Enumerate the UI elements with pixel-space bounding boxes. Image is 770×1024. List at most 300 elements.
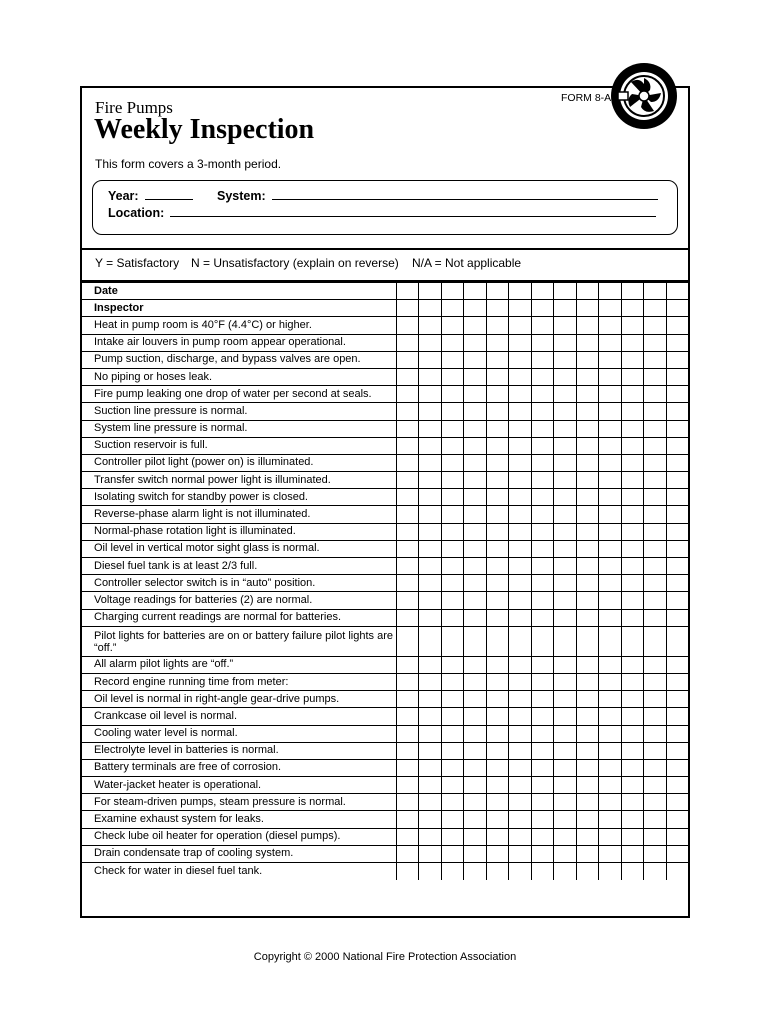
check-cell[interactable] — [486, 759, 509, 776]
check-cell[interactable] — [599, 506, 622, 523]
check-cell[interactable] — [486, 334, 509, 351]
check-cell[interactable] — [621, 828, 644, 845]
check-cell[interactable] — [531, 317, 554, 334]
check-cell[interactable] — [599, 489, 622, 506]
check-cell[interactable] — [599, 725, 622, 742]
check-cell[interactable] — [554, 454, 577, 471]
check-cell[interactable] — [464, 811, 487, 828]
check-cell[interactable] — [464, 673, 487, 690]
check-cell[interactable] — [509, 300, 532, 317]
check-cell[interactable] — [531, 558, 554, 575]
check-cell[interactable] — [621, 558, 644, 575]
check-cell[interactable] — [599, 472, 622, 489]
check-cell[interactable] — [554, 609, 577, 626]
check-cell[interactable] — [666, 558, 689, 575]
check-cell[interactable] — [644, 845, 667, 862]
check-cell[interactable] — [576, 845, 599, 862]
check-cell[interactable] — [576, 454, 599, 471]
check-cell[interactable] — [509, 592, 532, 609]
check-cell[interactable] — [396, 759, 419, 776]
system-field[interactable] — [217, 189, 658, 203]
check-cell[interactable] — [621, 708, 644, 725]
check-cell[interactable] — [464, 506, 487, 523]
location-blank[interactable] — [170, 215, 656, 217]
check-cell[interactable] — [576, 506, 599, 523]
check-cell[interactable] — [644, 558, 667, 575]
check-cell[interactable] — [621, 759, 644, 776]
check-cell[interactable] — [419, 506, 442, 523]
check-cell[interactable] — [486, 368, 509, 385]
check-cell[interactable] — [576, 437, 599, 454]
check-cell[interactable] — [509, 811, 532, 828]
check-cell[interactable] — [464, 609, 487, 626]
check-cell[interactable] — [531, 351, 554, 368]
check-cell[interactable] — [441, 691, 464, 708]
check-cell[interactable] — [531, 454, 554, 471]
check-cell[interactable] — [576, 708, 599, 725]
check-cell[interactable] — [441, 489, 464, 506]
check-cell[interactable] — [576, 368, 599, 385]
check-cell[interactable] — [486, 506, 509, 523]
check-cell[interactable] — [419, 558, 442, 575]
check-cell[interactable] — [509, 403, 532, 420]
check-cell[interactable] — [531, 863, 554, 880]
check-cell[interactable] — [644, 673, 667, 690]
check-cell[interactable] — [666, 437, 689, 454]
check-cell[interactable] — [464, 777, 487, 794]
check-cell[interactable] — [396, 300, 419, 317]
check-cell[interactable] — [509, 626, 532, 656]
check-cell[interactable] — [486, 283, 509, 300]
year-blank[interactable] — [145, 198, 193, 200]
check-cell[interactable] — [554, 794, 577, 811]
check-cell[interactable] — [396, 317, 419, 334]
check-cell[interactable] — [666, 523, 689, 540]
check-cell[interactable] — [396, 472, 419, 489]
check-cell[interactable] — [509, 420, 532, 437]
check-cell[interactable] — [621, 811, 644, 828]
check-cell[interactable] — [599, 742, 622, 759]
check-cell[interactable] — [441, 742, 464, 759]
check-cell[interactable] — [419, 656, 442, 673]
check-cell[interactable] — [531, 759, 554, 776]
check-cell[interactable] — [554, 742, 577, 759]
check-cell[interactable] — [621, 454, 644, 471]
check-cell[interactable] — [509, 828, 532, 845]
check-cell[interactable] — [531, 300, 554, 317]
check-cell[interactable] — [419, 742, 442, 759]
check-cell[interactable] — [599, 283, 622, 300]
check-cell[interactable] — [554, 317, 577, 334]
check-cell[interactable] — [509, 725, 532, 742]
check-cell[interactable] — [531, 725, 554, 742]
check-cell[interactable] — [576, 558, 599, 575]
check-cell[interactable] — [666, 540, 689, 557]
check-cell[interactable] — [599, 691, 622, 708]
check-cell[interactable] — [644, 828, 667, 845]
check-cell[interactable] — [419, 386, 442, 403]
check-cell[interactable] — [396, 673, 419, 690]
check-cell[interactable] — [666, 725, 689, 742]
check-cell[interactable] — [621, 540, 644, 557]
check-cell[interactable] — [441, 575, 464, 592]
check-cell[interactable] — [599, 592, 622, 609]
year-field[interactable] — [108, 189, 193, 203]
check-cell[interactable] — [531, 673, 554, 690]
check-cell[interactable] — [576, 386, 599, 403]
check-cell[interactable] — [599, 575, 622, 592]
system-blank[interactable] — [272, 198, 658, 200]
check-cell[interactable] — [486, 403, 509, 420]
check-cell[interactable] — [464, 656, 487, 673]
check-cell[interactable] — [621, 334, 644, 351]
check-cell[interactable] — [621, 368, 644, 385]
check-cell[interactable] — [441, 708, 464, 725]
check-cell[interactable] — [396, 794, 419, 811]
check-cell[interactable] — [531, 540, 554, 557]
check-cell[interactable] — [464, 626, 487, 656]
check-cell[interactable] — [396, 725, 419, 742]
check-cell[interactable] — [599, 845, 622, 862]
check-cell[interactable] — [554, 811, 577, 828]
check-cell[interactable] — [396, 863, 419, 880]
check-cell[interactable] — [644, 592, 667, 609]
check-cell[interactable] — [464, 454, 487, 471]
check-cell[interactable] — [554, 759, 577, 776]
check-cell[interactable] — [419, 575, 442, 592]
check-cell[interactable] — [531, 420, 554, 437]
check-cell[interactable] — [509, 794, 532, 811]
check-cell[interactable] — [486, 656, 509, 673]
check-cell[interactable] — [644, 656, 667, 673]
check-cell[interactable] — [666, 592, 689, 609]
check-cell[interactable] — [396, 845, 419, 862]
check-cell[interactable] — [599, 368, 622, 385]
check-cell[interactable] — [576, 626, 599, 656]
check-cell[interactable] — [509, 845, 532, 862]
check-cell[interactable] — [464, 472, 487, 489]
check-cell[interactable] — [576, 656, 599, 673]
check-cell[interactable] — [486, 828, 509, 845]
check-cell[interactable] — [464, 283, 487, 300]
check-cell[interactable] — [419, 609, 442, 626]
check-cell[interactable] — [644, 759, 667, 776]
check-cell[interactable] — [464, 708, 487, 725]
check-cell[interactable] — [396, 708, 419, 725]
check-cell[interactable] — [644, 489, 667, 506]
check-cell[interactable] — [419, 708, 442, 725]
check-cell[interactable] — [644, 777, 667, 794]
check-cell[interactable] — [396, 489, 419, 506]
check-cell[interactable] — [419, 300, 442, 317]
check-cell[interactable] — [666, 759, 689, 776]
check-cell[interactable] — [419, 725, 442, 742]
check-cell[interactable] — [509, 368, 532, 385]
check-cell[interactable] — [441, 300, 464, 317]
check-cell[interactable] — [441, 609, 464, 626]
check-cell[interactable] — [441, 656, 464, 673]
check-cell[interactable] — [441, 828, 464, 845]
check-cell[interactable] — [576, 283, 599, 300]
check-cell[interactable] — [396, 811, 419, 828]
check-cell[interactable] — [599, 759, 622, 776]
check-cell[interactable] — [531, 777, 554, 794]
check-cell[interactable] — [396, 523, 419, 540]
check-cell[interactable] — [576, 691, 599, 708]
check-cell[interactable] — [666, 656, 689, 673]
check-cell[interactable] — [396, 351, 419, 368]
check-cell[interactable] — [486, 863, 509, 880]
check-cell[interactable] — [509, 506, 532, 523]
check-cell[interactable] — [666, 626, 689, 656]
check-cell[interactable] — [621, 437, 644, 454]
check-cell[interactable] — [666, 420, 689, 437]
check-cell[interactable] — [464, 558, 487, 575]
check-cell[interactable] — [554, 283, 577, 300]
check-cell[interactable] — [419, 403, 442, 420]
check-cell[interactable] — [576, 725, 599, 742]
check-cell[interactable] — [509, 317, 532, 334]
check-cell[interactable] — [441, 558, 464, 575]
check-cell[interactable] — [599, 656, 622, 673]
check-cell[interactable] — [576, 540, 599, 557]
check-cell[interactable] — [644, 300, 667, 317]
check-cell[interactable] — [576, 575, 599, 592]
check-cell[interactable] — [509, 777, 532, 794]
check-cell[interactable] — [576, 777, 599, 794]
check-cell[interactable] — [531, 403, 554, 420]
check-cell[interactable] — [554, 626, 577, 656]
check-cell[interactable] — [554, 828, 577, 845]
check-cell[interactable] — [644, 725, 667, 742]
check-cell[interactable] — [554, 558, 577, 575]
check-cell[interactable] — [509, 489, 532, 506]
location-field[interactable] — [108, 206, 656, 220]
check-cell[interactable] — [464, 759, 487, 776]
check-cell[interactable] — [599, 454, 622, 471]
check-cell[interactable] — [441, 725, 464, 742]
check-cell[interactable] — [509, 472, 532, 489]
check-cell[interactable] — [441, 454, 464, 471]
check-cell[interactable] — [531, 523, 554, 540]
check-cell[interactable] — [531, 656, 554, 673]
check-cell[interactable] — [621, 725, 644, 742]
check-cell[interactable] — [644, 609, 667, 626]
check-cell[interactable] — [486, 300, 509, 317]
check-cell[interactable] — [486, 845, 509, 862]
check-cell[interactable] — [441, 317, 464, 334]
check-cell[interactable] — [599, 420, 622, 437]
check-cell[interactable] — [464, 863, 487, 880]
check-cell[interactable] — [554, 673, 577, 690]
check-cell[interactable] — [464, 845, 487, 862]
check-cell[interactable] — [599, 828, 622, 845]
check-cell[interactable] — [621, 300, 644, 317]
check-cell[interactable] — [666, 794, 689, 811]
check-cell[interactable] — [441, 811, 464, 828]
check-cell[interactable] — [509, 351, 532, 368]
check-cell[interactable] — [509, 540, 532, 557]
check-cell[interactable] — [486, 523, 509, 540]
check-cell[interactable] — [621, 626, 644, 656]
check-cell[interactable] — [644, 386, 667, 403]
check-cell[interactable] — [644, 403, 667, 420]
check-cell[interactable] — [464, 351, 487, 368]
check-cell[interactable] — [554, 489, 577, 506]
check-cell[interactable] — [531, 506, 554, 523]
check-cell[interactable] — [576, 828, 599, 845]
check-cell[interactable] — [396, 386, 419, 403]
check-cell[interactable] — [509, 656, 532, 673]
check-cell[interactable] — [666, 691, 689, 708]
check-cell[interactable] — [464, 368, 487, 385]
check-cell[interactable] — [644, 540, 667, 557]
check-cell[interactable] — [599, 317, 622, 334]
check-cell[interactable] — [486, 351, 509, 368]
check-cell[interactable] — [576, 742, 599, 759]
check-cell[interactable] — [486, 489, 509, 506]
check-cell[interactable] — [554, 708, 577, 725]
check-cell[interactable] — [509, 691, 532, 708]
check-cell[interactable] — [531, 845, 554, 862]
check-cell[interactable] — [419, 420, 442, 437]
check-cell[interactable] — [554, 845, 577, 862]
check-cell[interactable] — [644, 575, 667, 592]
check-cell[interactable] — [419, 368, 442, 385]
check-cell[interactable] — [621, 592, 644, 609]
check-cell[interactable] — [554, 351, 577, 368]
check-cell[interactable] — [486, 673, 509, 690]
check-cell[interactable] — [531, 828, 554, 845]
check-cell[interactable] — [644, 454, 667, 471]
check-cell[interactable] — [531, 691, 554, 708]
check-cell[interactable] — [509, 437, 532, 454]
check-cell[interactable] — [441, 759, 464, 776]
check-cell[interactable] — [531, 811, 554, 828]
check-cell[interactable] — [576, 403, 599, 420]
check-cell[interactable] — [509, 558, 532, 575]
check-cell[interactable] — [599, 811, 622, 828]
check-cell[interactable] — [531, 368, 554, 385]
check-cell[interactable] — [644, 742, 667, 759]
check-cell[interactable] — [396, 368, 419, 385]
check-cell[interactable] — [576, 334, 599, 351]
check-cell[interactable] — [531, 334, 554, 351]
check-cell[interactable] — [464, 592, 487, 609]
check-cell[interactable] — [509, 575, 532, 592]
check-cell[interactable] — [486, 777, 509, 794]
check-cell[interactable] — [419, 351, 442, 368]
check-cell[interactable] — [419, 489, 442, 506]
check-cell[interactable] — [509, 386, 532, 403]
check-cell[interactable] — [441, 403, 464, 420]
check-cell[interactable] — [441, 540, 464, 557]
check-cell[interactable] — [554, 540, 577, 557]
check-cell[interactable] — [441, 863, 464, 880]
check-cell[interactable] — [531, 708, 554, 725]
check-cell[interactable] — [486, 691, 509, 708]
check-cell[interactable] — [666, 351, 689, 368]
check-cell[interactable] — [621, 794, 644, 811]
check-cell[interactable] — [621, 845, 644, 862]
check-cell[interactable] — [621, 506, 644, 523]
check-cell[interactable] — [486, 472, 509, 489]
check-cell[interactable] — [486, 626, 509, 656]
check-cell[interactable] — [666, 334, 689, 351]
check-cell[interactable] — [509, 863, 532, 880]
check-cell[interactable] — [554, 368, 577, 385]
check-cell[interactable] — [644, 317, 667, 334]
check-cell[interactable] — [509, 673, 532, 690]
check-cell[interactable] — [666, 742, 689, 759]
check-cell[interactable] — [554, 472, 577, 489]
check-cell[interactable] — [486, 742, 509, 759]
check-cell[interactable] — [644, 863, 667, 880]
check-cell[interactable] — [531, 437, 554, 454]
check-cell[interactable] — [621, 673, 644, 690]
check-cell[interactable] — [621, 317, 644, 334]
check-cell[interactable] — [464, 742, 487, 759]
check-cell[interactable] — [621, 472, 644, 489]
check-cell[interactable] — [666, 300, 689, 317]
check-cell[interactable] — [554, 656, 577, 673]
check-cell[interactable] — [554, 334, 577, 351]
check-cell[interactable] — [576, 609, 599, 626]
check-cell[interactable] — [464, 403, 487, 420]
check-cell[interactable] — [509, 334, 532, 351]
check-cell[interactable] — [554, 386, 577, 403]
check-cell[interactable] — [599, 708, 622, 725]
check-cell[interactable] — [419, 454, 442, 471]
check-cell[interactable] — [554, 403, 577, 420]
check-cell[interactable] — [486, 725, 509, 742]
check-cell[interactable] — [644, 523, 667, 540]
check-cell[interactable] — [621, 386, 644, 403]
check-cell[interactable] — [554, 691, 577, 708]
check-cell[interactable] — [441, 334, 464, 351]
check-cell[interactable] — [644, 368, 667, 385]
check-cell[interactable] — [396, 558, 419, 575]
check-cell[interactable] — [396, 334, 419, 351]
check-cell[interactable] — [486, 609, 509, 626]
check-cell[interactable] — [644, 811, 667, 828]
check-cell[interactable] — [599, 794, 622, 811]
check-cell[interactable] — [666, 828, 689, 845]
check-cell[interactable] — [441, 592, 464, 609]
check-cell[interactable] — [576, 300, 599, 317]
check-cell[interactable] — [644, 351, 667, 368]
check-cell[interactable] — [599, 540, 622, 557]
check-cell[interactable] — [554, 420, 577, 437]
check-cell[interactable] — [599, 403, 622, 420]
check-cell[interactable] — [599, 334, 622, 351]
check-cell[interactable] — [441, 368, 464, 385]
check-cell[interactable] — [599, 523, 622, 540]
check-cell[interactable] — [666, 386, 689, 403]
check-cell[interactable] — [464, 523, 487, 540]
check-cell[interactable] — [486, 386, 509, 403]
check-cell[interactable] — [531, 742, 554, 759]
check-cell[interactable] — [666, 489, 689, 506]
check-cell[interactable] — [396, 609, 419, 626]
check-cell[interactable] — [509, 523, 532, 540]
check-cell[interactable] — [531, 794, 554, 811]
check-cell[interactable] — [621, 691, 644, 708]
check-cell[interactable] — [441, 420, 464, 437]
check-cell[interactable] — [599, 863, 622, 880]
check-cell[interactable] — [419, 592, 442, 609]
check-cell[interactable] — [621, 403, 644, 420]
